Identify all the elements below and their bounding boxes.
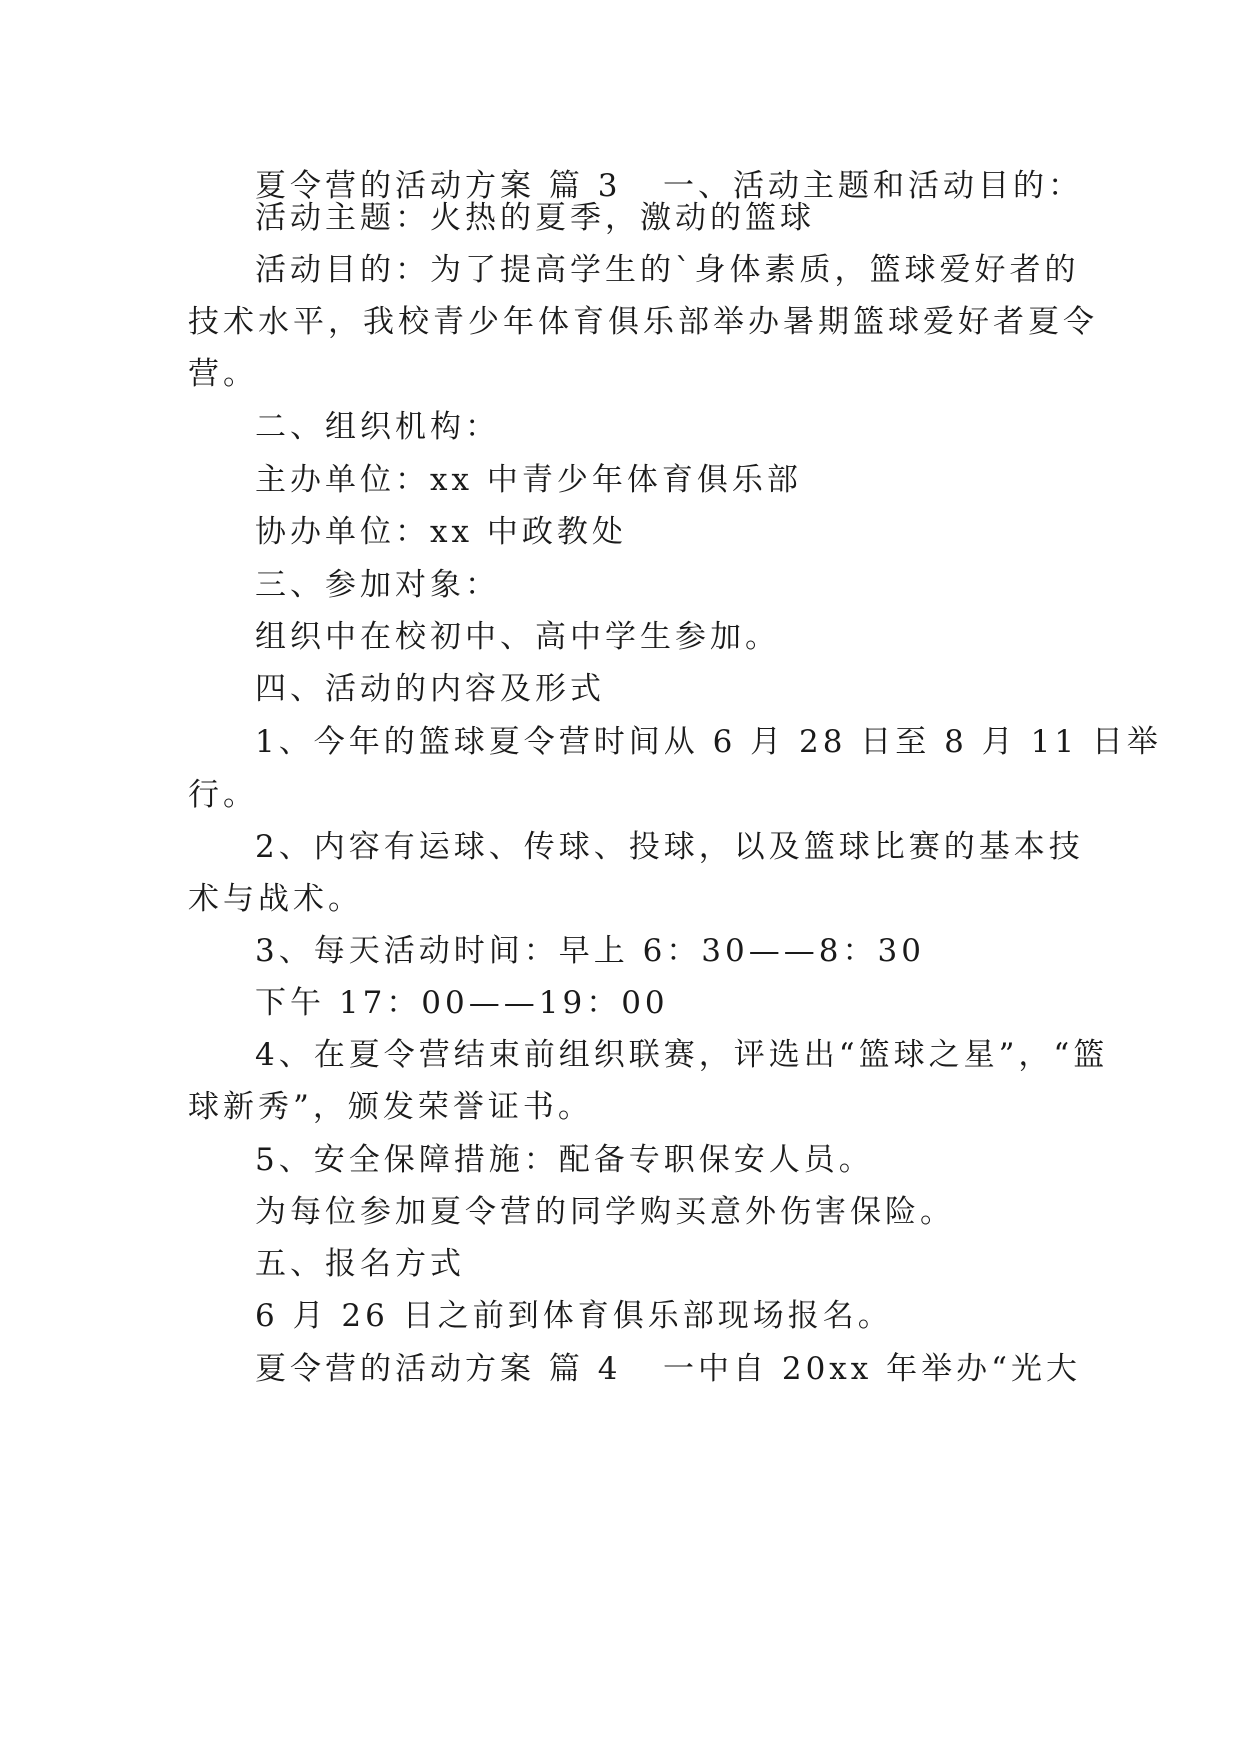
text-line: 协办单位：xx 中政教处 <box>255 514 627 550</box>
heading-line-2 <box>255 1340 1081 1398</box>
text-line: 6 月 26 日之前到体育俱乐部现场报名。 <box>255 1298 893 1334</box>
text-line: 下午 17：00——19：00 <box>255 985 669 1021</box>
text-line: 行。 <box>188 777 258 813</box>
section-title: 夏令营的活动方案 篇 4 <box>255 1351 622 1387</box>
text-line: 主办单位：xx 中青少年体育俱乐部 <box>255 462 802 498</box>
text-line: 四、活动的内容及形式 <box>255 671 605 707</box>
text-line: 营。 <box>188 356 258 392</box>
text-line: 3、每天活动时间：早上 6：30——8：30 <box>255 933 925 969</box>
text-line: 技术水平，我校青少年体育俱乐部举办暑期篮球爱好者夏令 <box>188 304 1098 340</box>
section-title: 夏令营的活动方案 篇 3 <box>255 168 622 204</box>
text-line: 2、内容有运球、传球、投球，以及篮球比赛的基本技 <box>255 829 1084 865</box>
section-subtitle: 一中自 20xx 年举办“光大 <box>663 1351 1081 1387</box>
text-line: 组织中在校初中、高中学生参加。 <box>255 619 780 655</box>
text-line: 球新秀”，颁发荣誉证书。 <box>188 1089 593 1125</box>
text-line: 1、今年的篮球夏令营时间从 6 月 28 日至 8 月 11 日举 <box>255 724 1162 760</box>
text-line: 三、参加对象： <box>255 567 500 603</box>
text-line: 活动目的：为了提高学生的`身体素质，篮球爱好者的 <box>255 252 1080 288</box>
text-line: 4、在夏令营结束前组织联赛，评选出“篮球之星”，“篮 <box>255 1037 1109 1073</box>
text-line: 术与战术。 <box>188 881 363 917</box>
text-line: 5、安全保障措施：配备专职保安人员。 <box>255 1142 874 1178</box>
text-line: 二、组织机构： <box>255 409 500 445</box>
text-line: 为每位参加夏令营的同学购买意外伤害保险。 <box>255 1194 955 1230</box>
text-line: 活动主题：火热的夏季，激动的篮球 <box>255 200 815 236</box>
text-line: 五、报名方式 <box>255 1246 465 1282</box>
section-subtitle: 一、活动主题和活动目的： <box>663 168 1083 204</box>
